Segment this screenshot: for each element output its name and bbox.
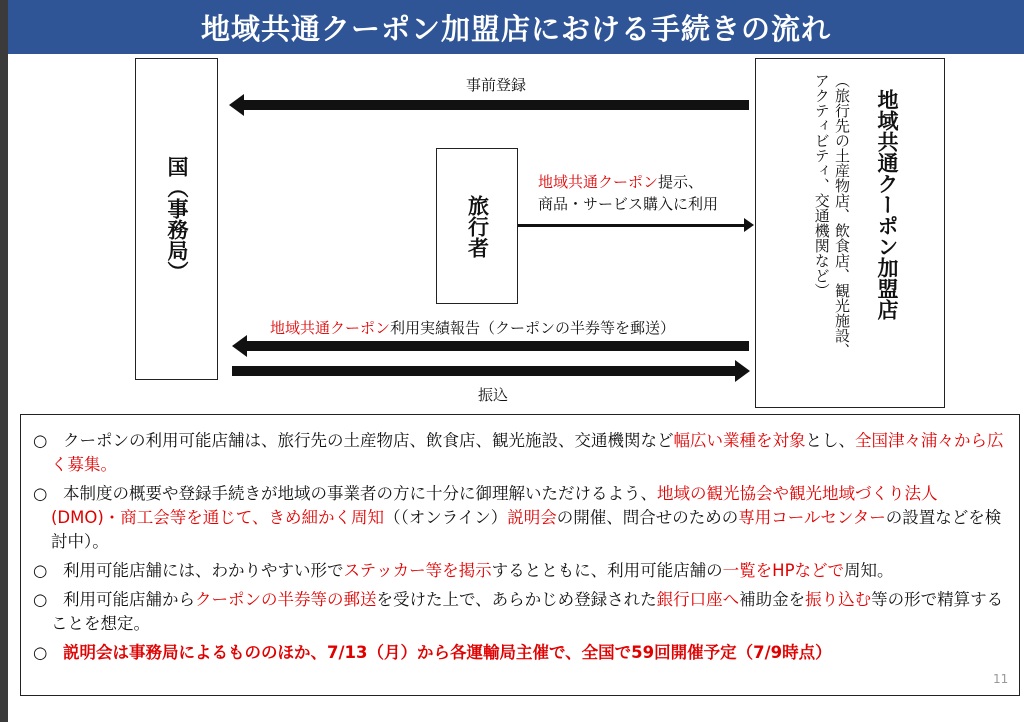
bullet-item-5 <box>33 641 1005 665</box>
arrow-coupon-use <box>518 224 746 227</box>
arrow-usage-report <box>246 341 749 351</box>
page-number: 11 <box>993 672 1009 686</box>
bullet-5-highlight: 説明会は事務局によるもののほか、7/13（月）から各運輸局主催で、全国で59回開催予定（7/9時点） <box>63 643 832 662</box>
label-coupon-use-line2: 商品・サービス購入に利用 <box>538 195 719 213</box>
label-usage-report <box>270 317 675 338</box>
box-member-store <box>755 58 945 408</box>
box-member-store-label: 地域共通クーポン加盟店 <box>875 89 899 320</box>
bullet-circle-icon: ○ <box>33 431 48 450</box>
bullet-2-text-4: の設置などを検討中）。 <box>51 508 1002 551</box>
bullet-4-highlight-1: クーポンの半券等の郵送 <box>195 590 377 609</box>
store-examples-line2: アクティビティ、交通機関など） <box>812 73 831 298</box>
box-government-label: 国（事務局） <box>165 156 190 282</box>
bullet-2-text-2: （（オンライン） <box>383 508 508 527</box>
info-box <box>20 414 1020 696</box>
bullet-2-highlight-2: 説明会 <box>507 508 557 527</box>
box-member-store-examples <box>812 73 853 393</box>
label-usage-report-red: 地域共通クーポン <box>270 319 391 337</box>
bullet-4-highlight-3: 振り込む <box>805 590 872 609</box>
bullet-2-highlight-1: 地域の観光協会や観光地域づくり法人(DMO)・商工会等を通じて、きめ細かく周知 <box>51 484 938 527</box>
bullet-circle-icon: ○ <box>33 484 48 503</box>
label-coupon-use-rest: 提示、 <box>658 173 704 191</box>
label-coupon-use-line1 <box>538 171 703 192</box>
left-edge-bar <box>0 0 8 722</box>
bullet-3-highlight-1: ステッカー等を掲示 <box>343 561 492 580</box>
bullet-4-highlight-2: 銀行口座へ <box>656 590 740 609</box>
bullet-4-text: 利用可能店舗から <box>63 590 195 609</box>
box-traveler-label: 旅行者 <box>465 194 490 258</box>
bullet-item-3 <box>33 559 1005 583</box>
bullet-1-text-2: とし、 <box>805 431 855 450</box>
bullet-3-text-3: 周知。 <box>844 561 894 580</box>
store-examples-line1: （旅行先の土産物店、飲食店、観光施設、 <box>833 73 851 358</box>
bullet-item-1 <box>33 429 1005 477</box>
label-pre-registration: 事前登録 <box>466 76 527 94</box>
bullet-2-highlight-3: 専用コールセンター <box>738 508 886 527</box>
page-title: 地域共通クーポン加盟店における手続きの流れ <box>8 0 1024 54</box>
label-usage-report-rest: 利用実績報告（クーポンの半券等を郵送） <box>390 319 676 337</box>
box-traveler <box>436 148 518 304</box>
bullet-3-text: 利用可能店舗には、わかりやすい形で <box>63 561 344 580</box>
bullet-circle-icon: ○ <box>33 561 48 580</box>
bullet-item-4 <box>33 588 1005 636</box>
box-government-secretariat <box>135 58 218 380</box>
arrow-transfer <box>232 366 736 376</box>
bullet-4-text-4: 等の形で精算することを想定。 <box>51 590 1004 633</box>
bullet-4-text-3: 補助金を <box>739 590 806 609</box>
bullet-item-2 <box>33 482 1005 554</box>
arrow-pre-registration <box>243 100 749 110</box>
bullet-circle-icon: ○ <box>33 590 48 609</box>
label-coupon-use-red: 地域共通クーポン <box>538 173 659 191</box>
bullet-2-text: 本制度の概要や登録手続きが地域の事業者の方に十分に御理解いただけるよう、 <box>63 484 657 503</box>
bullet-4-text-2: を受けた上で、あらかじめ登録された <box>376 590 657 609</box>
label-transfer: 振込 <box>478 386 509 404</box>
bullet-3-highlight-2: 一覧をHPなどで <box>722 561 845 580</box>
bullet-3-text-2: するとともに、利用可能店舗の <box>491 561 723 580</box>
bullet-1-highlight-2: 全国津々浦々から広く募集。 <box>51 431 1004 474</box>
bullet-1-highlight-1: 幅広い業種を対象 <box>673 431 806 450</box>
bullet-circle-icon: ○ <box>33 643 48 662</box>
bullet-1-text: クーポンの利用可能店舗は、旅行先の土産物店、飲食店、観光施設、交通機関など <box>63 431 674 450</box>
bullet-2-text-3: の開催、問合せのための <box>556 508 739 527</box>
